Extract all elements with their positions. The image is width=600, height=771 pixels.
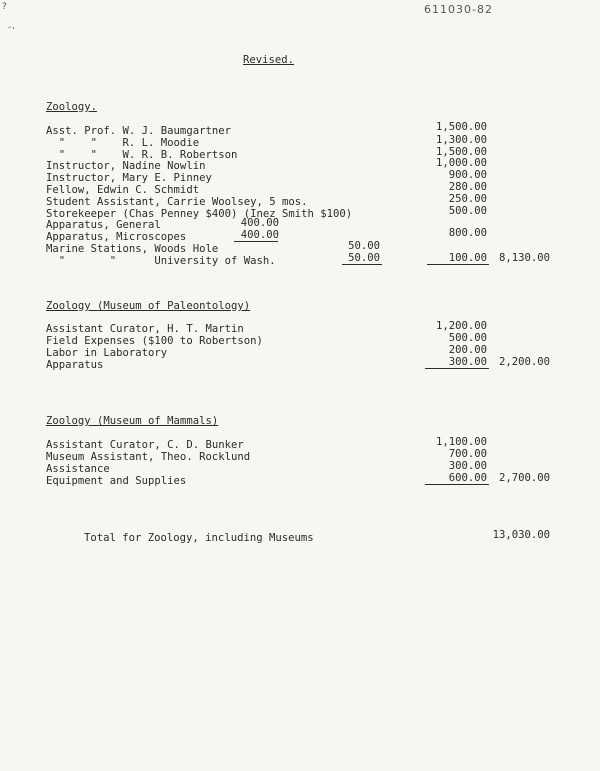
line-amount: 250.00 [448,193,487,205]
line-amount: 900.00 [448,169,487,181]
subtotal-rule [234,241,278,242]
line-label: Apparatus, General [46,219,161,231]
document-number: 611030-82 [424,3,493,16]
line-amount: 100.00 [448,252,487,264]
line-label: Field Expenses ($100 to Robertson) [46,335,263,347]
margin-mark: ? [2,2,7,12]
line-amount: 1,200.00 [435,320,487,332]
line-amount: 1,500.00 [435,146,487,158]
line-amount: 600.00 [448,472,487,484]
line-label: Marine Stations, Woods Hole [46,243,219,255]
line-label: Fellow, Edwin C. Schmidt [46,184,200,196]
line-amount: 1,100.00 [435,436,487,448]
line-amount: 300.00 [448,460,487,472]
line-subamount: 400.00 [240,217,279,229]
line-subamount: 50.00 [348,252,380,264]
section-heading-zoology: Zoology. [46,101,98,113]
line-label: Instructor, Nadine Nowlin [46,160,206,172]
line-amount: 1,300.00 [435,134,487,146]
line-amount: 300.00 [448,356,487,368]
line-amount: 800.00 [448,227,487,239]
section-total: 2,200.00 [498,356,550,368]
line-amount: 500.00 [448,205,487,217]
line-amount: 1,500.00 [435,121,487,133]
line-label: Storekeeper (Chas Penney $400) (Inez Smith $100) [46,208,353,220]
amount-rule [427,264,489,265]
line-amount: 500.00 [448,332,487,344]
amount-rule [425,484,489,485]
line-label: Asst. Prof. W. J. Baumgartner [46,125,231,137]
amount-rule [425,368,489,369]
line-amount: 1,000.00 [435,157,487,169]
section-heading-mammals: Zoology (Museum of Mammals) [46,415,219,427]
section-heading-paleontology: Zoology (Museum of Paleontology) [46,300,251,312]
line-label: " " R. L. Moodie [46,137,200,149]
section-total: 2,700.00 [498,472,550,484]
line-label: Apparatus [46,359,104,371]
section-total: 8,130.00 [498,252,550,264]
line-amount: 700.00 [448,448,487,460]
line-subamount: 50.00 [348,240,380,252]
line-label: Labor in Laboratory [46,347,168,359]
line-label: Assistance [46,463,110,475]
line-label: Assistant Curator, H. T. Martin [46,323,244,335]
line-label: Instructor, Mary E. Pinney [46,172,212,184]
line-amount: 280.00 [448,181,487,193]
page-title: Revised. [243,54,295,66]
line-label: " " University of Wash. [46,255,276,267]
line-subamount: 400.00 [240,229,279,241]
grand-total-amount: 13,030.00 [492,529,550,541]
line-label: Museum Assistant, Theo. Rocklund [46,451,251,463]
line-label: Apparatus, Microscopes [46,231,187,243]
line-label: Assistant Curator, C. D. Bunker [46,439,244,451]
subtotal-rule [342,264,382,265]
line-label: Student Assistant, Carrie Woolsey, 5 mos. [46,196,308,208]
grand-total-label: Total for Zoology, including Museums [84,532,314,544]
line-amount: 200.00 [448,344,487,356]
margin-tick: -, [6,21,16,33]
line-label: Equipment and Supplies [46,475,187,487]
line-label: " " W. R. B. Robertson [46,149,238,161]
